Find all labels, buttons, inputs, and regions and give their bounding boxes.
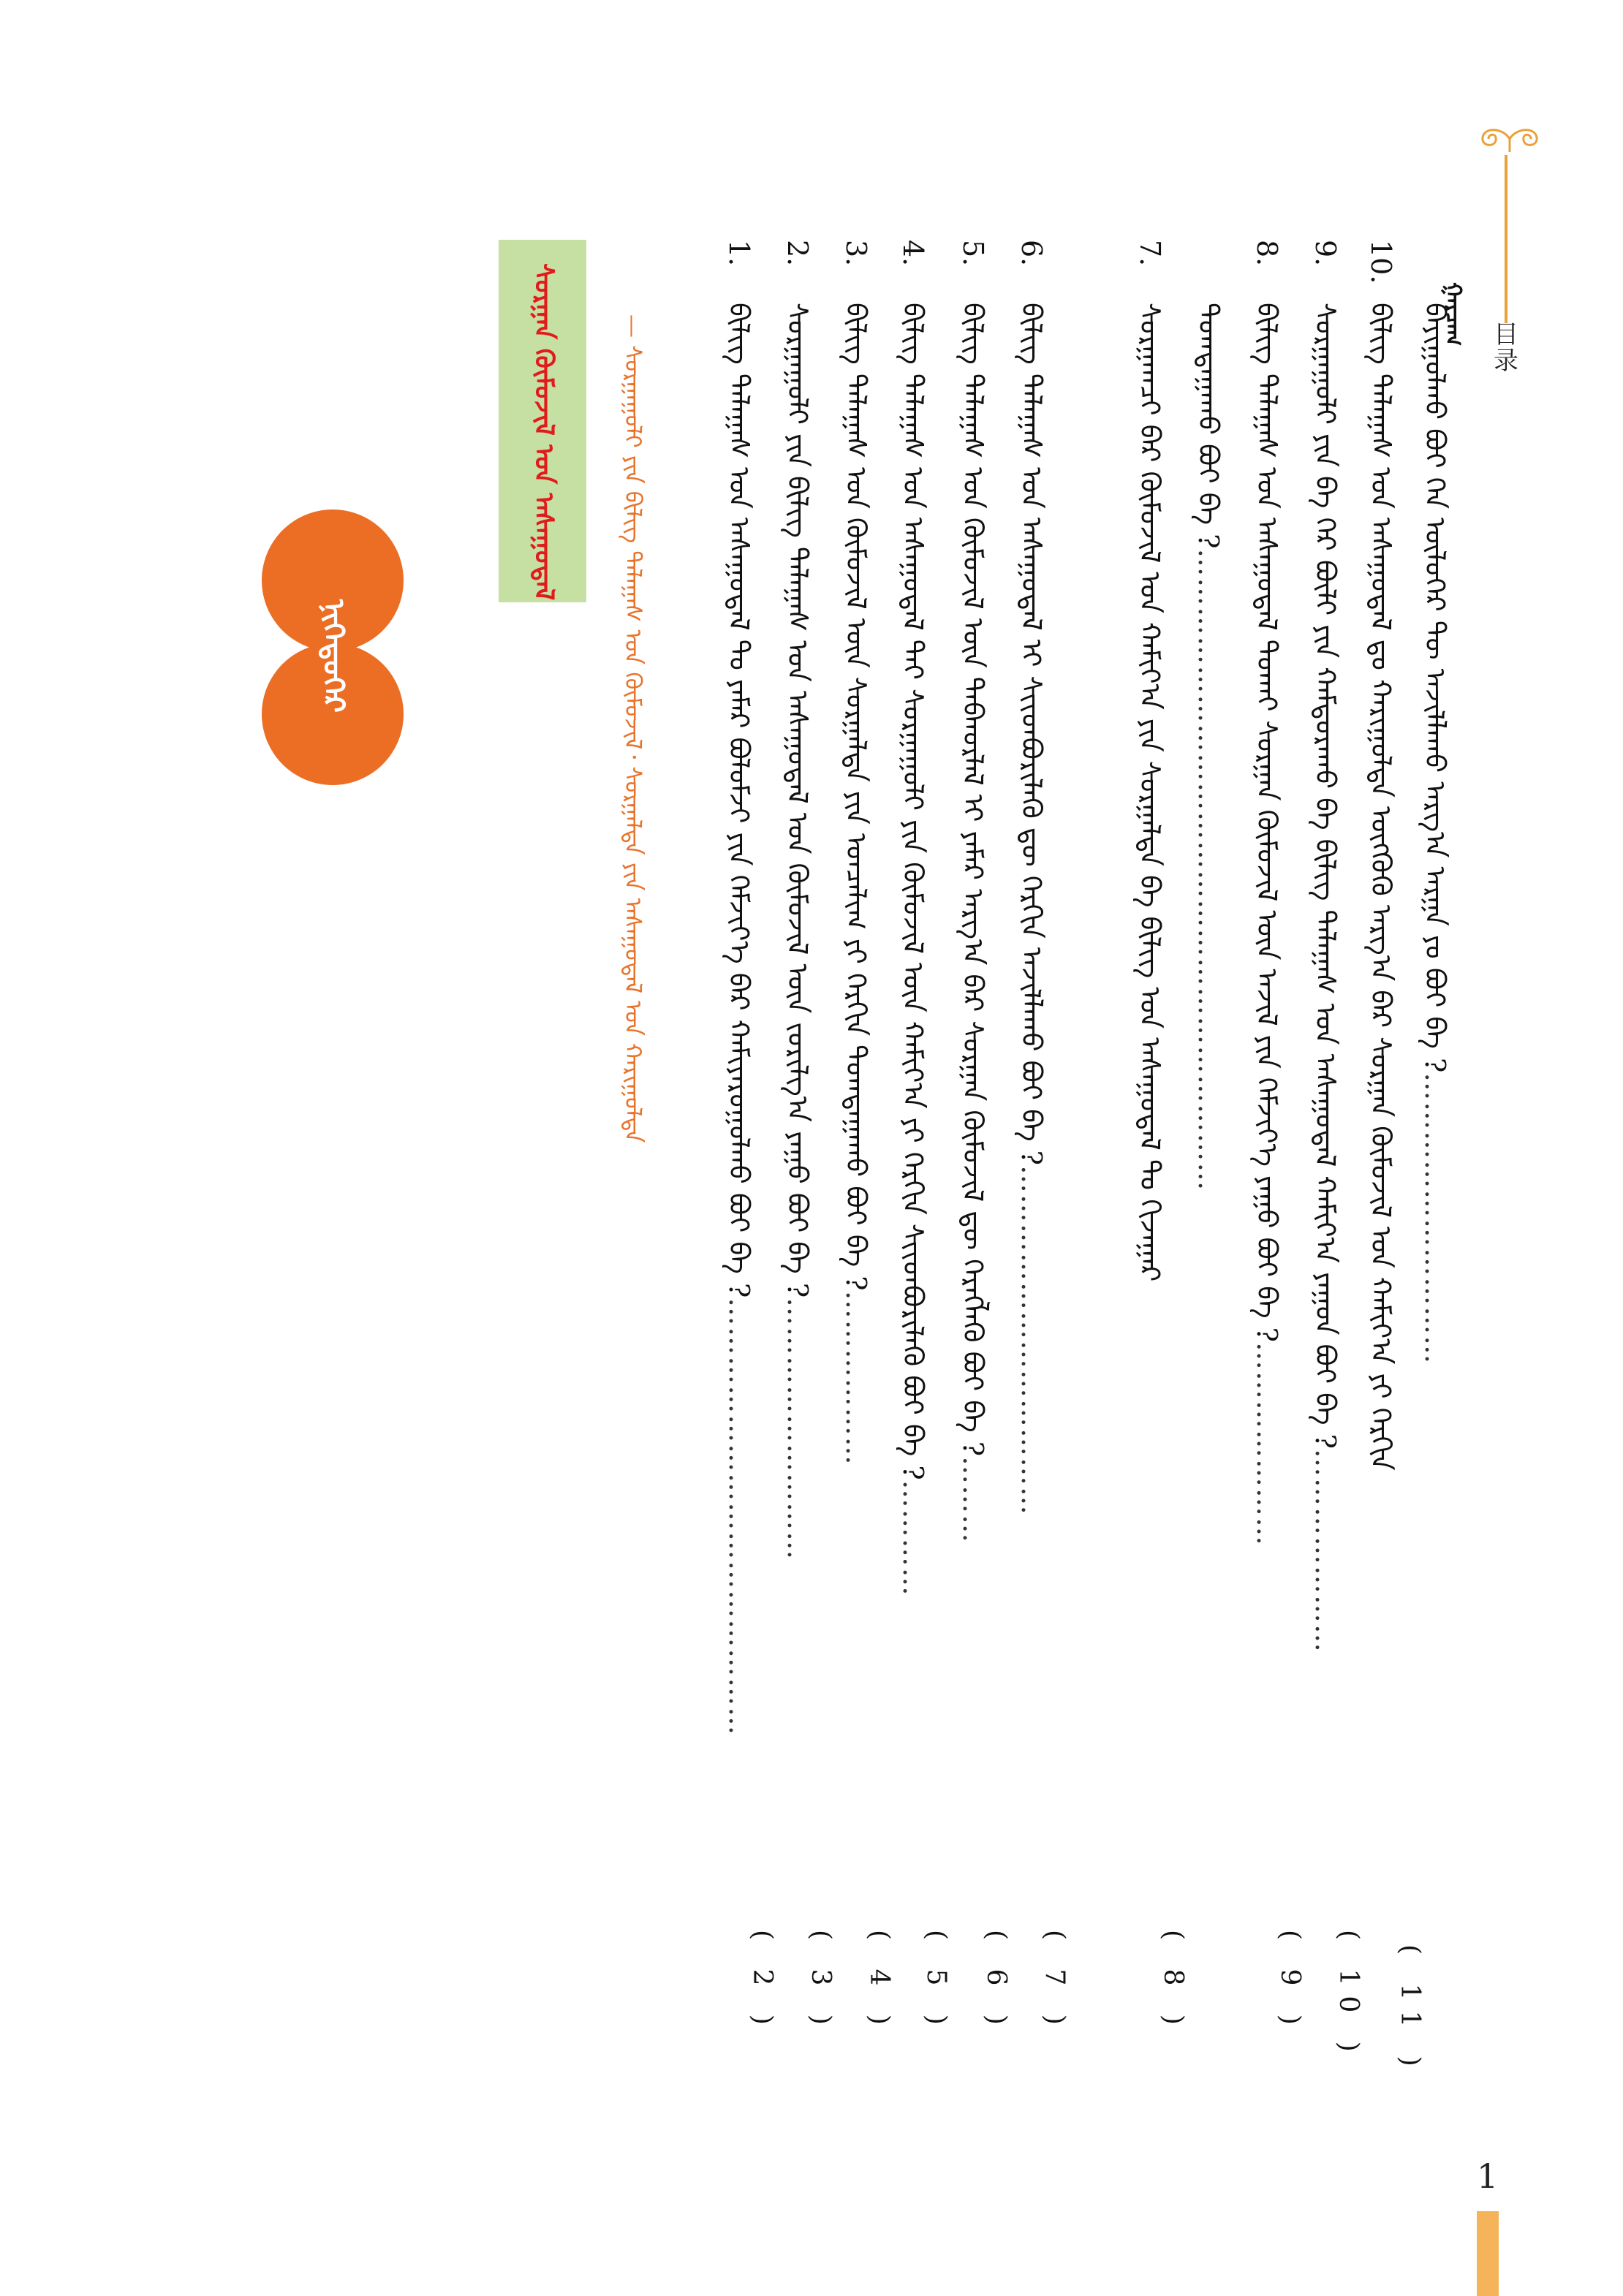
toc-leader: ………… xyxy=(897,1479,929,1597)
toc-text: ᠰᠤᠷᠭᠠᠭᠤᠯᠢ ᠶᠢᠨ ᠪᠢᠯᠢᠭ ᠲᠠᠯᠠᠭᠠᠰ ᠤᠨ ᠠᠰᠠᠭᠤᠳᠠᠯ ᠤᠨ ᠬᠦᠮᠦᠵᠢᠯ ᠦᠨ ᠵᠣᠷᠢᠯᠭ᠎ᠠ ᠶᠠᠭᠤ ᠪᠤᠢ ᠪᠠ ? xyxy=(782,303,814,1298)
toc-leader: ………………………… xyxy=(1419,1072,1451,1365)
toc-text: ᠪᠢᠯᠢᠭ ᠲᠠᠯᠠᠭᠠᠰ ᠤᠨ ᠠᠰᠠᠭᠤᠳᠠᠯ ᠢ ᠰᠢᠢᠳᠪᠦᠷᠢᠯᠡᠬᠦ ᠳᠦ ᠬᠡᠷᠬᠢᠨ ᠠᠵᠢᠯᠯᠠᠬᠤ ᠪᠤᠢ ᠪᠠ ? xyxy=(1015,303,1048,1166)
toc-text: ᠪᠢᠯᠢᠭ ᠲᠠᠯᠠᠭᠠᠰ ᠤᠨ ᠬᠦᠮᠦᠵᠢᠯ ᠦᠨ ᠳᠠᠪᠬᠤᠷᠯᠠᠯ ᠢ ᠶᠠᠮᠠᠷ ᠠᠷᠭ᠎ᠠ ᠪᠠᠷ ᠰᠤᠷᠭᠠᠨ ᠬᠦᠮᠦᠵᠢᠯ ᠳᠦ ᠬᠡᠷᠡᠭᠯᠡᠬᠦ ᠪᠤᠢ ᠪᠠ ? xyxy=(957,303,989,1457)
toc-item-3[interactable] xyxy=(839,240,873,1466)
toc-item-8[interactable] xyxy=(1250,240,1284,1547)
header-mongol-label: ᠭᠠᠷᠴᠠᠭ xyxy=(1440,282,1466,346)
toc-item-4[interactable] xyxy=(896,240,930,1597)
toc-text: ᠪᠢᠯᠢᠭ ᠲᠠᠯᠠᠭᠠᠰ ᠤᠨ ᠬᠦᠮᠦᠵᠢᠯ ᠦᠨ ᠰᠤᠷᠭᠠᠯᠲᠠ ᠶᠢᠨ ᠣᠨᠴᠠᠯᠢᠭ ᠶᠢ ᠬᠡᠷᠬᠢᠨ ᠲᠣᠭᠲᠠᠭᠠᠬᠤ ᠪᠤᠢ ᠪᠠ ? xyxy=(840,303,872,1291)
toc-text: ᠪᠢᠯᠢᠭ ᠲᠠᠯᠠᠭᠠᠰ ᠤᠨ ᠠᠰᠠᠭᠤᠳᠠᠯ ᠲᠤᠬᠠᠢ ᠰᠤᠷᠭᠠᠨ ᠬᠦᠮᠦᠵᠢᠯ ᠦᠨ ᠠᠵᠢᠯ ᠶᠢᠨ ᠬᠡᠮᠵᠢᠶ᠎ᠡ ᠶᠠᠭᠤ ᠪᠤᠢ ᠪᠠ ? xyxy=(1251,303,1283,1343)
toc-page-1: ( 2 ) xyxy=(747,1930,777,2035)
toc-page-7: ( 8 ) xyxy=(1158,1930,1188,2035)
toc-page-2: ( 3 ) xyxy=(806,1930,836,2035)
toc-item-10[interactable] xyxy=(1364,240,1398,1471)
toc-leader: ……… xyxy=(957,1456,989,1545)
toc-page-8: ( 9 ) xyxy=(1275,1930,1305,2035)
header-label: 目录 xyxy=(1494,320,1518,376)
toc-item-6[interactable] xyxy=(1015,240,1048,1516)
toc-number: 2. xyxy=(782,240,814,267)
toc-item-10-cont[interactable] xyxy=(1418,303,1452,1365)
header-rule xyxy=(1505,155,1507,323)
header-ornament-icon xyxy=(1469,124,1550,154)
toc-leader: ………………………………………………………… xyxy=(1192,548,1225,1192)
toc-item-7-cont[interactable] xyxy=(1192,303,1225,1192)
toc-text: ᠰᠤᠷᠭᠠᠭᠴᠢ ᠪᠠᠷ ᠬᠦᠮᠦᠵᠢᠯ ᠤᠨ ᠬᠠᠮᠢᠶ᠎ᠠ ᠶᠢᠨ ᠰᠤᠷᠭᠠᠯᠲᠠ ᠪᠠ ᠪᠢᠯᠢᠭ ᠤᠨ ᠠᠰᠠᠭᠤᠳᠠᠯ ᠲᠤ ᠬᠢᠵᠠᠭᠠᠷ xyxy=(1134,303,1166,1282)
toc-page-9: ( 10 ) xyxy=(1333,1930,1363,2062)
toc-item-1[interactable] xyxy=(722,240,756,1736)
title-box-text: ᠰᠤᠷᠭᠠᠨ ᠬᠦᠮᠦᠵᠢᠯ ᠤᠨ ᠠᠰᠠᠭᠤᠳᠠᠯ xyxy=(529,263,559,601)
toc-number: 10. xyxy=(1365,240,1397,284)
toc-text: ᠰᠤᠷᠭᠠᠭᠤᠯᠢ ᠶᠢᠨ ᠪᠠ ᠭᠡᠷ ᠪᠦᠯᠢ ᠶᠢᠨ ᠬᠠᠮᠲᠤᠷᠠᠬᠤ ᠪᠠ ᠪᠢᠯᠢᠭ ᠲᠠᠯᠠᠭᠠᠰ ᠤᠨ ᠠᠰᠠᠭᠤᠳᠠᠯ ᠬᠠᠮᠢᠶ᠎ᠠ ᠶᠠᠭᠤᠨ ᠪᠤᠢ ᠪᠠ ? xyxy=(1309,303,1342,1450)
toc-text-cont: ᠲᠣᠭᠲᠠᠭᠠᠬᠤ ᠪᠤᠢ ᠪᠠ ? xyxy=(1192,303,1225,549)
toc-text: ᠪᠢᠯᠢᠭ ᠲᠠᠯᠠᠭᠠᠰ ᠤᠨ ᠠᠰᠠᠭᠤᠳᠠᠯ ᠲᠤ ᠶᠠᠮᠠᠷ ᠪᠣᠯᠤᠮᠵᠢ ᠶᠢᠨ ᠬᠡᠮᠵᠢᠶ᠎ᠡ ᠪᠠᠷ ᠬᠠᠮᠢᠶᠠᠷᠤᠭᠤᠯᠬᠤ ᠪᠤᠢ ᠪᠠ ? xyxy=(723,303,755,1298)
toc-number: 5. xyxy=(957,240,989,267)
toc-number: 4. xyxy=(897,240,929,267)
toc-number: 3. xyxy=(840,240,872,267)
toc-item-2[interactable] xyxy=(781,240,814,1561)
toc-text: ᠪᠢᠯᠢᠭ ᠲᠠᠯᠠᠭᠠᠰ ᠤᠨ ᠠᠰᠠᠭᠤᠳᠠᠯ ᠳᠤ ᠬᠠᠷᠢᠭᠤᠯᠲᠠ ᠦᠭᠭᠦᠬᠦ ᠠᠷᠭ᠎ᠠ ᠪᠠᠷ ᠰᠤᠷᠭᠠᠨ ᠬᠦᠮᠦᠵᠢᠯ ᠤᠨ ᠬᠠᠮᠢᠶ᠎ᠠ ᠶᠢ ᠬᠡᠷᠬᠢᠨ xyxy=(1365,303,1397,1471)
toc-number: 6. xyxy=(1015,240,1048,267)
circle-label: ᠨᠢᠭᠡᠳᠦᠭᠡᠷ xyxy=(317,599,351,713)
toc-leader: ………………… xyxy=(1309,1449,1342,1654)
toc-number: 7. xyxy=(1134,240,1166,267)
toc-text: ᠪᠢᠯᠢᠭ ᠲᠠᠯᠠᠭᠠᠰ ᠤᠨ ᠠᠰᠠᠭᠤᠳᠠᠯ ᠲᠠᠢ ᠰᠤᠷᠭᠠᠭᠤᠯᠢ ᠶᠢᠨ ᠬᠦᠮᠦᠵᠢᠯ ᠦᠨ ᠬᠠᠮᠢᠶ᠎ᠠ ᠶᠢ ᠬᠡᠷᠬᠢᠨ ᠰᠢᠢᠳᠪᠦᠷᠢᠯᠡᠬᠦ ᠪᠤᠢ ᠪᠠ ? xyxy=(897,303,929,1480)
toc-page-3: ( 4 ) xyxy=(864,1930,894,2035)
page-number: 1 xyxy=(1477,2156,1499,2196)
toc-number: 8. xyxy=(1251,240,1283,267)
toc-leader: ……………………………………… xyxy=(723,1297,755,1737)
toc-leader: ……………… xyxy=(840,1290,872,1466)
subtitle: — ᠰᠤᠷᠭᠠᠭᠤᠯᠢ ᠶᠢᠨ ᠪᠢᠯᠢᠭ ᠲᠠᠯᠠᠭᠠᠰ ᠤᠨ ᠬᠦᠮᠦᠵᠢᠯ᠂ ᠰᠤᠷᠭᠠᠯᠲᠠ ᠶᠢᠨ ᠠᠰᠠᠭᠤᠳᠠᠯ ᠤᠨ ᠬᠠᠷᠢᠭᠤᠯᠲᠠ xyxy=(619,314,647,1143)
toc-page-6: ( 7 ) xyxy=(1040,1930,1070,2035)
toc-page-10: ( 11 ) xyxy=(1395,1944,1425,2077)
toc-item-7[interactable] xyxy=(1133,240,1167,1281)
toc-item-5[interactable] xyxy=(956,240,990,1544)
toc-leader: ………………… xyxy=(1251,1342,1283,1547)
toc-page-5: ( 6 ) xyxy=(981,1930,1011,2035)
toc-page-4: ( 5 ) xyxy=(921,1930,951,2035)
toc-number: 1. xyxy=(723,240,755,267)
toc-item-9[interactable] xyxy=(1309,240,1342,1653)
toc-leader: ……………………… xyxy=(782,1297,814,1561)
toc-leader: ……………………………… xyxy=(1015,1165,1048,1517)
toc-text-cont: ᠪᠠᠶᠢᠭᠤᠯᠬᠤ ᠪᠤᠢ ᠬᠡᠨ ᠦᠯᠦᠭᠡᠷ ᠲᠦ ᠠᠵᠢᠯᠯᠠᠬᠤ ᠠᠷᠭ᠎ᠠ ᠠᠷᠭᠠ ᠶᠤ ᠪᠤᠢ ᠪᠠ ? xyxy=(1419,303,1451,1073)
page-tab xyxy=(1477,2211,1499,2296)
toc-number: 9. xyxy=(1309,240,1342,267)
